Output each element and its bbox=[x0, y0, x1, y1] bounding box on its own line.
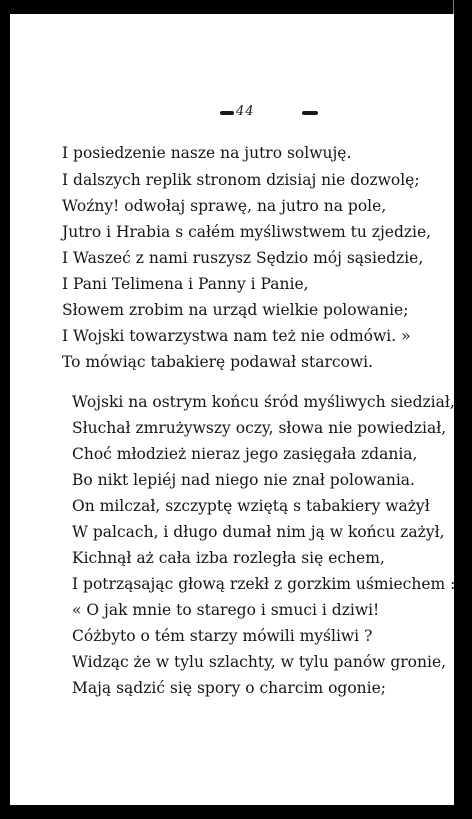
scan-border-bottom bbox=[0, 805, 472, 819]
verse-line: Jutro i Hrabia s całém myśliwstwem tu zjedzie, bbox=[62, 223, 432, 241]
verse-line: I dalszych replik stronom dzisiaj nie dozwolę; bbox=[62, 171, 420, 189]
scan-border-left bbox=[0, 0, 10, 819]
page-number-ornament-left-icon bbox=[220, 111, 234, 115]
verse-line: Bo nikt lepiéj nad niego nie znał polowania. bbox=[72, 471, 415, 489]
verse-line: I Wojski towarzystwa nam też nie odmówi. » bbox=[62, 327, 411, 345]
page-number: 44 bbox=[236, 104, 255, 119]
verse-line: Wojski na ostrym końcu śród myśliwych siedział, bbox=[72, 393, 455, 411]
verse-line: I Waszeć z nami ruszysz Sędzio mój sąsiedzie, bbox=[62, 249, 424, 267]
page-number-ornament-right-icon bbox=[302, 111, 318, 115]
verse-line: Mają sądzić się spory o charcim ogonie; bbox=[72, 679, 387, 697]
scan-border-right bbox=[454, 0, 472, 819]
verse-line: I Pani Telimena i Panny i Panie, bbox=[62, 275, 309, 293]
verse-line: Choć młodzież nieraz jego zasięgała zdania, bbox=[72, 445, 418, 463]
verse-line: Słowem zrobim na urząd wielkie polowanie; bbox=[62, 301, 409, 319]
verse-line: W palcach, i długo dumał nim ją w końcu zażył, bbox=[72, 523, 445, 541]
verse-line: Cóżbyto o tém starzy mówili myśliwi ? bbox=[72, 627, 373, 645]
verse-line: I potrząsając głową rzekł z gorzkim uśmiechem : bbox=[72, 575, 456, 593]
verse-line: On milczał, szczyptę wziętą s tabakiery ważył bbox=[72, 497, 430, 515]
verse-line: To mówiąc tabakierę podawał starcowi. bbox=[62, 353, 374, 371]
scan-border-top bbox=[0, 0, 472, 14]
verse-line: « O jak mnie to starego i smuci i dziwi! bbox=[72, 601, 380, 619]
verse-line: Kichnął aż cała izba rozległa się echem, bbox=[72, 549, 385, 567]
verse-line: Widząc że w tylu szlachty, w tylu panów gronie, bbox=[72, 653, 447, 671]
verse-line: I posiedzenie nasze na jutro solwuję. bbox=[62, 144, 352, 162]
book-page bbox=[10, 14, 454, 805]
verse-line: Słuchał zmrużywszy oczy, słowa nie powiedział, bbox=[72, 419, 447, 437]
verse-line: Woźny! odwołaj sprawę, na jutro na pole, bbox=[62, 197, 387, 215]
